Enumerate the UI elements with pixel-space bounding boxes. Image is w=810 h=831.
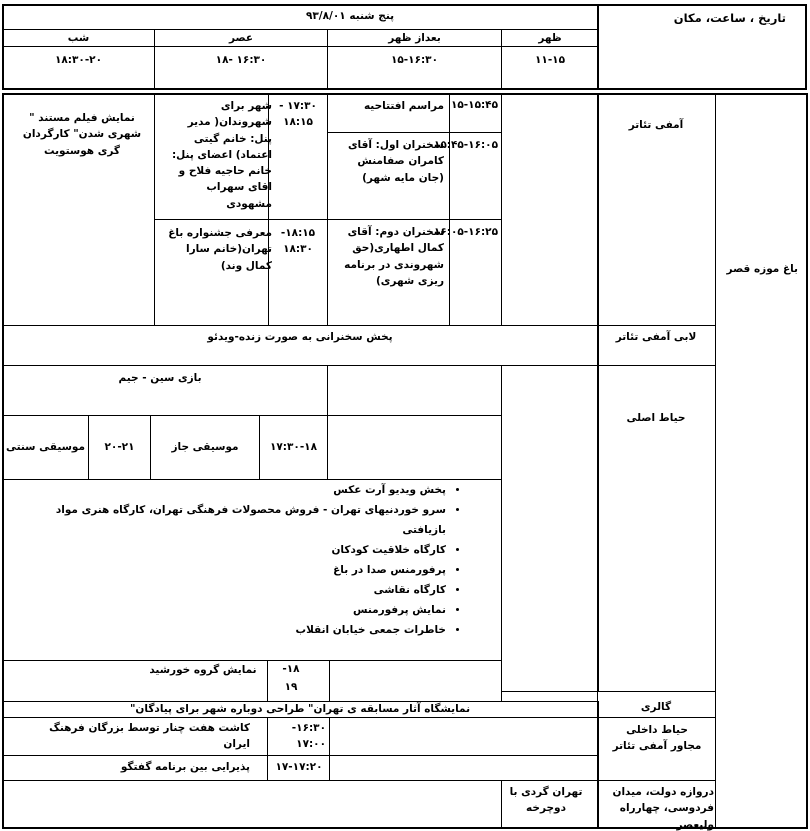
header-corner-label: تاریخ ، ساعت، مکان	[673, 11, 786, 25]
courtyard-jazz-title: موسیقی جاز	[171, 441, 239, 453]
period-name-night: شب	[67, 32, 90, 44]
venue-group-label: باغ موزه قصر	[726, 263, 798, 275]
amphi-night-film: نمایش فیلم مستند " شهری شدن" کارگردان گری هوستویت	[22, 112, 142, 157]
activity-item: • سرو خوردنیهای تهران - فروش محصولات فرهنگی تهران، کارگاه هنری مواد بازیافتی	[42, 501, 446, 541]
courtyard-noon-column	[501, 365, 599, 692]
amphi-afternoon-1-title: مراسم افتتاحیه	[363, 100, 444, 112]
period-name-evening: عصر	[228, 32, 254, 44]
activity-item: • نمایش پرفورمنس	[42, 601, 446, 621]
period-range-afternoon: ۱۵-۱۶:۳۰	[390, 54, 438, 66]
gallery-exhibition: نمایشگاه آثار مسابقه ی تهران" طراحی دوباره شهر برای پیادگان"	[129, 703, 471, 715]
amphi-afternoon-1-time: ۱۵-۱۵:۴۵	[450, 99, 498, 111]
room-amphi: آمفی تئاتر	[628, 119, 684, 131]
courtyard-game: بازی سین - جیم	[118, 372, 202, 384]
amphi-evening-2-title: معرفی جشنواره باغ تهران(خانم سارا کمال وند)	[168, 227, 272, 272]
activity-item: • پرفورمنس صدا در باغ	[42, 561, 446, 581]
amphi-afternoon-time-col	[433, 93, 502, 326]
amphi-afternoon-3-time: ۱۶:۰۵-۱۶:۲۵	[433, 226, 498, 238]
room-lobby: لابی آمفی تئاتر	[615, 331, 697, 343]
right-group-column	[715, 93, 808, 829]
lobby-live-broadcast: پخش سخنرانی به صورت زنده-ویدئو	[207, 331, 393, 343]
courtyard-traditional-title: موسیقی سنتی	[5, 441, 86, 453]
courtyard-show-time-end: ۱۹	[284, 681, 298, 693]
room-gate: دروازه دولت، میدان فردوسی، چهارراه ولیعصر	[612, 786, 714, 831]
amphi-noon-cell	[501, 93, 599, 326]
room-inner-yard: حیاط داخلی مجاور آمفی تئاتر	[612, 724, 702, 753]
gate-bike-tour: تهران گردی با دوچرخه	[509, 786, 583, 815]
courtyard-activities-list	[42, 481, 462, 641]
activity-item: • کارگاه نقاشی	[42, 581, 446, 601]
courtyard-afternoon-empty-cell	[327, 365, 502, 416]
period-name-noon: ظهر	[538, 32, 562, 44]
period-range-noon: ۱۱-۱۵	[535, 54, 565, 66]
activity-item: • خاطرات جمعی خیابان انقلاب	[42, 621, 446, 641]
inner-yard-1-time: ۱۶:۳۰- ۱۷:۰۰	[291, 722, 326, 751]
room-gallery: گالری	[640, 701, 672, 713]
amphi-afternoon-2-time: ۱۵:۴۵-۱۶:۰۵	[433, 139, 498, 151]
amphi-afternoon-3-title: سخنران دوم: آقای کمال اطهاری(حق شهروندی در برنامه ریزی شهری)	[344, 226, 444, 287]
courtyard-show-empty-cell	[329, 660, 502, 702]
period-name-afternoon: بعداز ظهر	[388, 32, 441, 44]
period-range-evening: ۱۶:۳۰ -۱۸	[215, 54, 267, 66]
courtyard-jazz-time: ۱۷:۳۰-۱۸	[269, 441, 317, 453]
amphi-afternoon-2-title: سخنران اول: آقای کامران صفامنش (جان مایه شهر)	[347, 139, 444, 184]
activity-item: • پخش ویدیو آرت عکس	[42, 481, 446, 501]
activity-item: • کارگاه خلاقیت کودکان	[42, 541, 446, 561]
amphi-evening-1-time: ۱۷:۳۰ - ۱۸:۱۵	[279, 100, 317, 129]
room-courtyard: حیاط اصلی	[626, 412, 686, 424]
courtyard-show-title: نمایش گروه خورشید	[149, 664, 257, 676]
courtyard-traditional-time: ۲۰-۲۱	[104, 441, 135, 453]
amphi-evening-1-title: شهر برای شهروندان( مدیر پنل: خانم گیتی اعتماد) اعضای پنل: خانم حاجیه فلاح و اقای سهراب مشهودی	[171, 100, 272, 210]
inner-yard-2-title: پذیرایی بین برنامه گفتگو	[120, 761, 250, 773]
header-date: پنج شنبه ۹۳/۸/۰۱	[305, 10, 395, 22]
inner-yard-2-time: ۱۷-۱۷:۲۰	[275, 761, 323, 773]
period-range-night: ۱۸:۳۰-۲۰	[54, 54, 102, 66]
inner-yard-1-title: کاشت هفت چنار توسط بزرگان فرهنگ ایران	[49, 722, 250, 751]
amphi-evening-2-time: ۱۸:۱۵- ۱۸:۳۰	[280, 227, 316, 256]
courtyard-music-afternoon-cell	[327, 415, 502, 480]
courtyard-show-time-start: ۱۸-	[282, 663, 300, 675]
